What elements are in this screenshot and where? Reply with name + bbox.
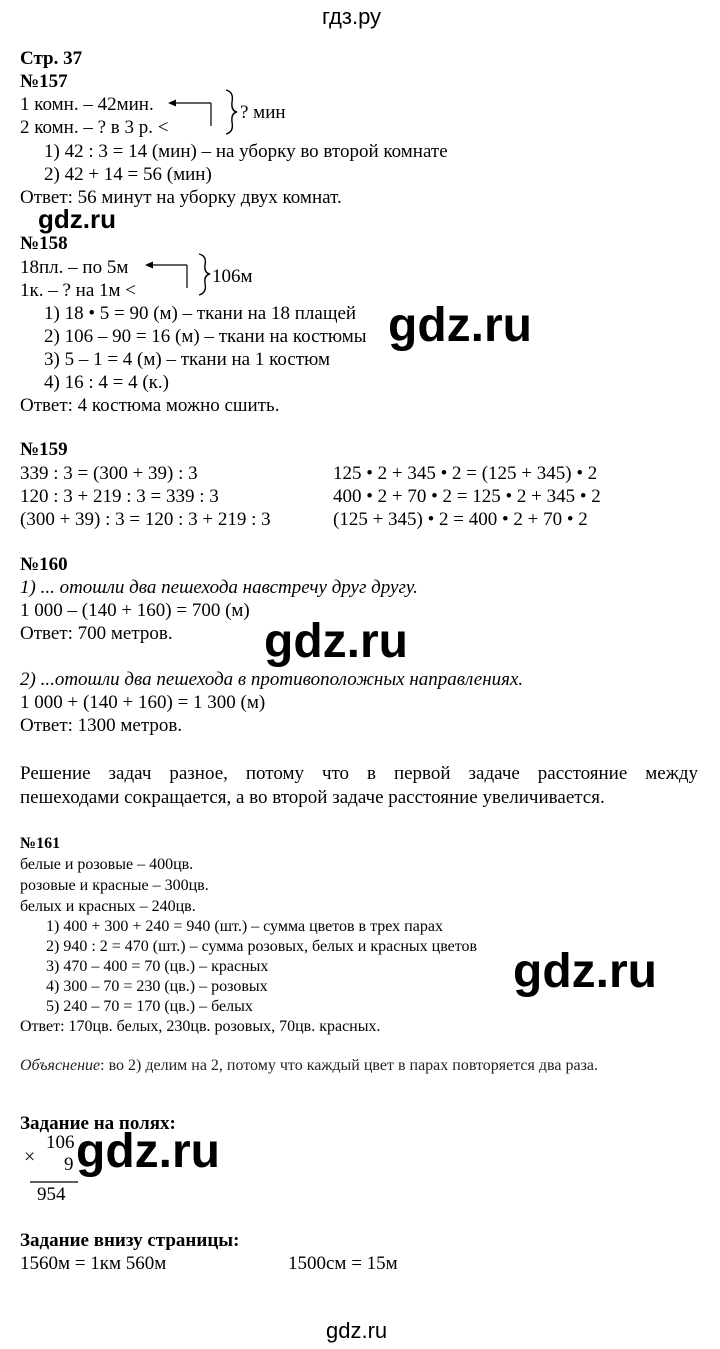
problem-158-line2: 1к. – ? на 1м < bbox=[20, 280, 137, 301]
problem-158-number: №158 bbox=[20, 233, 68, 254]
problem-160-expr1: 1 000 – (140 + 160) = 700 (м) bbox=[20, 600, 250, 621]
problem-160-case2: 2) ...отошли два пешехода в противоположных направлениях. bbox=[20, 669, 524, 690]
problem-160-number: №160 bbox=[20, 554, 68, 575]
problem-157-number: №157 bbox=[20, 71, 68, 92]
problem-158-step4: 4) 16 : 4 = 4 (к.) bbox=[44, 372, 169, 393]
problem-157-step1: 1) 42 : 3 = 14 (мин) – на уборку во второй комнате bbox=[44, 141, 448, 162]
watermark-5: gdz.ru bbox=[76, 1125, 220, 1178]
problem-159-left-2: 120 : 3 + 219 : 3 = 339 : 3 bbox=[20, 486, 219, 507]
site-header: гдз.ру bbox=[322, 4, 382, 29]
problem-160-answer2: Ответ: 1300 метров. bbox=[20, 715, 183, 736]
product: 954 bbox=[37, 1184, 66, 1205]
multiplier: 9 bbox=[64, 1154, 74, 1175]
problem-161-given1: белые и розовые – 400цв. bbox=[20, 856, 194, 873]
problem-159-right-2: 400 • 2 + 70 • 2 = 125 • 2 + 345 • 2 bbox=[333, 486, 601, 507]
margin-task-title: Задание на полях: bbox=[20, 1113, 176, 1134]
problem-160-expr2: 1 000 + (140 + 160) = 1 300 (м) bbox=[20, 692, 266, 713]
problem-158-brace bbox=[199, 254, 210, 295]
watermark-3: gdz.ru bbox=[264, 615, 408, 668]
problem-159-left-3: (300 + 39) : 3 = 120 : 3 + 219 : 3 bbox=[20, 509, 271, 530]
problem-157-line1: 1 комн. – 42мин. bbox=[20, 94, 154, 115]
problem-157-brace bbox=[226, 90, 237, 134]
bottom-task-eq1: 1560м = 1км 560м bbox=[20, 1253, 167, 1274]
bottom-task-eq2: 1500см = 15м bbox=[288, 1253, 398, 1274]
problem-161-answer: Ответ: 170цв. белых, 230цв. розовых, 70цв. красных. bbox=[20, 1018, 381, 1035]
problem-157-step2: 2) 42 + 14 = 56 (мин) bbox=[44, 164, 212, 185]
problem-160-explanation-line1: Решение задач разное, потому что в первой задаче расстояние между bbox=[20, 763, 698, 784]
problem-157-arrow bbox=[168, 100, 211, 127]
explanation-text: : во 2) делим на 2, потому что каждый цвет в парах повторяется два раза. bbox=[100, 1057, 598, 1074]
problem-160-case1: 1) ... отошли два пешехода навстречу друг другу. bbox=[20, 577, 418, 598]
problem-158-question: 106м bbox=[212, 266, 253, 287]
problem-158-arrow bbox=[145, 262, 187, 289]
problem-161-step2: 2) 940 : 2 = 470 (шт.) – сумма розовых, белых и красных цветов bbox=[46, 938, 478, 955]
footer-watermark: gdz.ru bbox=[326, 1318, 388, 1343]
bottom-task-title: Задание внизу страницы: bbox=[20, 1230, 240, 1251]
watermark-1: gdz.ru bbox=[38, 204, 116, 234]
multiply-sign: × bbox=[24, 1146, 36, 1168]
problem-158-line1: 18пл. – по 5м bbox=[20, 257, 129, 278]
watermark-4: gdz.ru bbox=[513, 945, 657, 998]
problem-158-step2: 2) 106 – 90 = 16 (м) – ткани на костюмы bbox=[44, 326, 367, 347]
problem-161-step5: 5) 240 – 70 = 170 (цв.) – белых bbox=[46, 998, 253, 1015]
problem-157-line2: 2 комн. – ? в 3 р. < bbox=[20, 117, 169, 138]
watermark-2: gdz.ru bbox=[388, 299, 532, 352]
problem-161-step1: 1) 400 + 300 + 240 = 940 (шт.) – сумма цветов в трех парах bbox=[46, 918, 443, 935]
problem-161-step3: 3) 470 – 400 = 70 (цв.) – красных bbox=[46, 958, 269, 975]
multiplicand: 106 bbox=[46, 1132, 75, 1153]
problem-158-step3: 3) 5 – 1 = 4 (м) – ткани на 1 костюм bbox=[44, 349, 331, 370]
problem-158-answer: Ответ: 4 костюма можно сшить. bbox=[20, 395, 280, 416]
problem-159-left-1: 339 : 3 = (300 + 39) : 3 bbox=[20, 463, 198, 484]
problem-160-answer1: Ответ: 700 метров. bbox=[20, 623, 173, 644]
problem-159-right-1: 125 • 2 + 345 • 2 = (125 + 345) • 2 bbox=[333, 463, 598, 484]
problem-157-answer: Ответ: 56 минут на уборку двух комнат. bbox=[20, 187, 342, 208]
page-label: Стр. 37 bbox=[20, 48, 83, 69]
problem-159-right-3: (125 + 345) • 2 = 400 • 2 + 70 • 2 bbox=[333, 509, 588, 530]
problem-161-step4: 4) 300 – 70 = 230 (цв.) – розовых bbox=[46, 978, 268, 995]
problem-157-question: ? мин bbox=[240, 102, 286, 123]
problem-159-number: №159 bbox=[20, 439, 68, 460]
explanation-label: Объяснение bbox=[20, 1057, 101, 1074]
problem-161-given3: белых и красных – 240цв. bbox=[20, 898, 196, 915]
problem-160-explanation-line2: пешеходами сокращается, а во второй задаче расстояние увеличивается. bbox=[20, 787, 605, 808]
problem-161-number: №161 bbox=[20, 835, 61, 852]
problem-158-step1: 1) 18 • 5 = 90 (м) – ткани на 18 плащей bbox=[44, 303, 357, 324]
problem-161-given2: розовые и красные – 300цв. bbox=[20, 877, 209, 894]
